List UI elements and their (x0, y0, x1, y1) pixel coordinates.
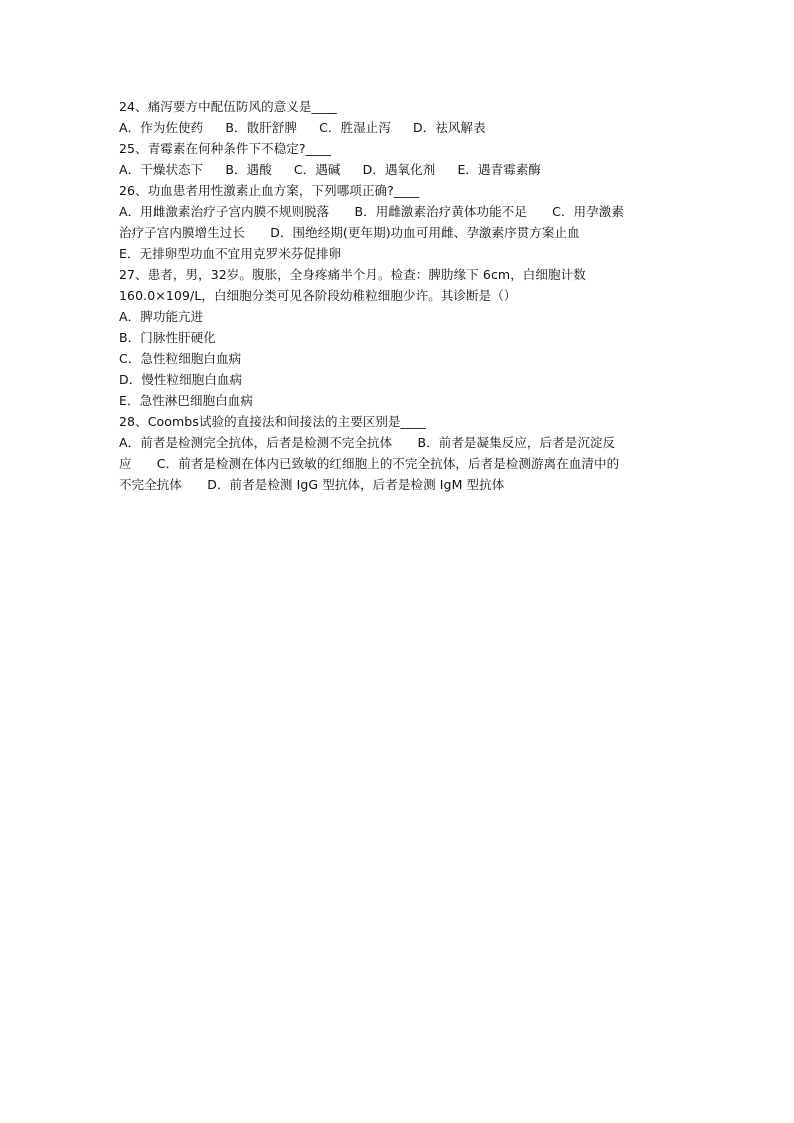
question-24-stem: 24、痛泻要方中配伍防风的意义是____ (119, 99, 337, 114)
question-28-stem: 28、Coombs试验的直接法和间接法的主要区别是____ (119, 414, 426, 429)
option-c: C．遇碱 (293, 162, 341, 177)
question-24-options (119, 117, 679, 138)
question-25-stem: 25、青霉素在何种条件下不稳定?____ (119, 141, 332, 156)
question-26-options-line-3: E．无排卵型功血不宜用克罗米芬促排卵 (119, 246, 342, 261)
question-27-option-d: D．慢性粒细胞白血病 (119, 372, 243, 387)
option-a: A．作为佐使药 (119, 120, 204, 135)
question-28-options-line-2: 应 C．前者是检测在体内已致敏的红细胞上的不完全抗体，后者是检测游离在血清中的 (119, 456, 620, 471)
question-27-option-e: E．急性淋巴细胞白血病 (119, 393, 253, 408)
question-26-options-line-1: A．用雌激素治疗子宫内膜不规则脱落 B．用雌激素治疗黄体功能不足 C．用孕激素 (119, 204, 624, 219)
option-b: B．遇酸 (225, 162, 272, 177)
option-d: D．祛风解表 (413, 120, 486, 135)
option-c: C．胜湿止泻 (319, 120, 391, 135)
question-27-stem-line-2: 160.0×109/L，白细胞分类可见各阶段幼稚粒细胞少许。其诊断是（） (119, 288, 517, 303)
question-27-option-c: C．急性粒细胞白血病 (119, 351, 242, 366)
question-28-options-line-1: A．前者是检测完全抗体，后者是检测不完全抗体 B．前者是凝集反应，后者是沉淀反 (119, 435, 616, 450)
question-26-stem: 26、功血患者用性激素止血方案，下列哪项正确?____ (119, 183, 420, 198)
question-27-option-a: A．脾功能亢进 (119, 309, 204, 324)
option-a: A．干燥状态下 (119, 162, 204, 177)
question-26-options-line-2: 治疗子宫内膜增生过长 D．围绝经期(更年期)功血可用雌、孕激素序贯方案止血 (119, 225, 580, 240)
question-25-options (119, 159, 679, 180)
question-28-options-line-3: 不完全抗体 D．前者是检测 IgG 型抗体，后者是检测 IgM 型抗体 (119, 477, 505, 492)
question-27-stem-line-1: 27、患者，男，32岁。腹胀，全身疼痛半个月。检查：脾肋缘下 6cm，白细胞计数 (119, 267, 586, 282)
option-e: E．遇青霉素酶 (457, 162, 542, 177)
option-b: B．散肝舒脾 (225, 120, 298, 135)
document-page (119, 96, 679, 495)
question-27-option-b: B．门脉性肝硬化 (119, 330, 216, 345)
option-d: D．遇氧化剂 (362, 162, 436, 177)
